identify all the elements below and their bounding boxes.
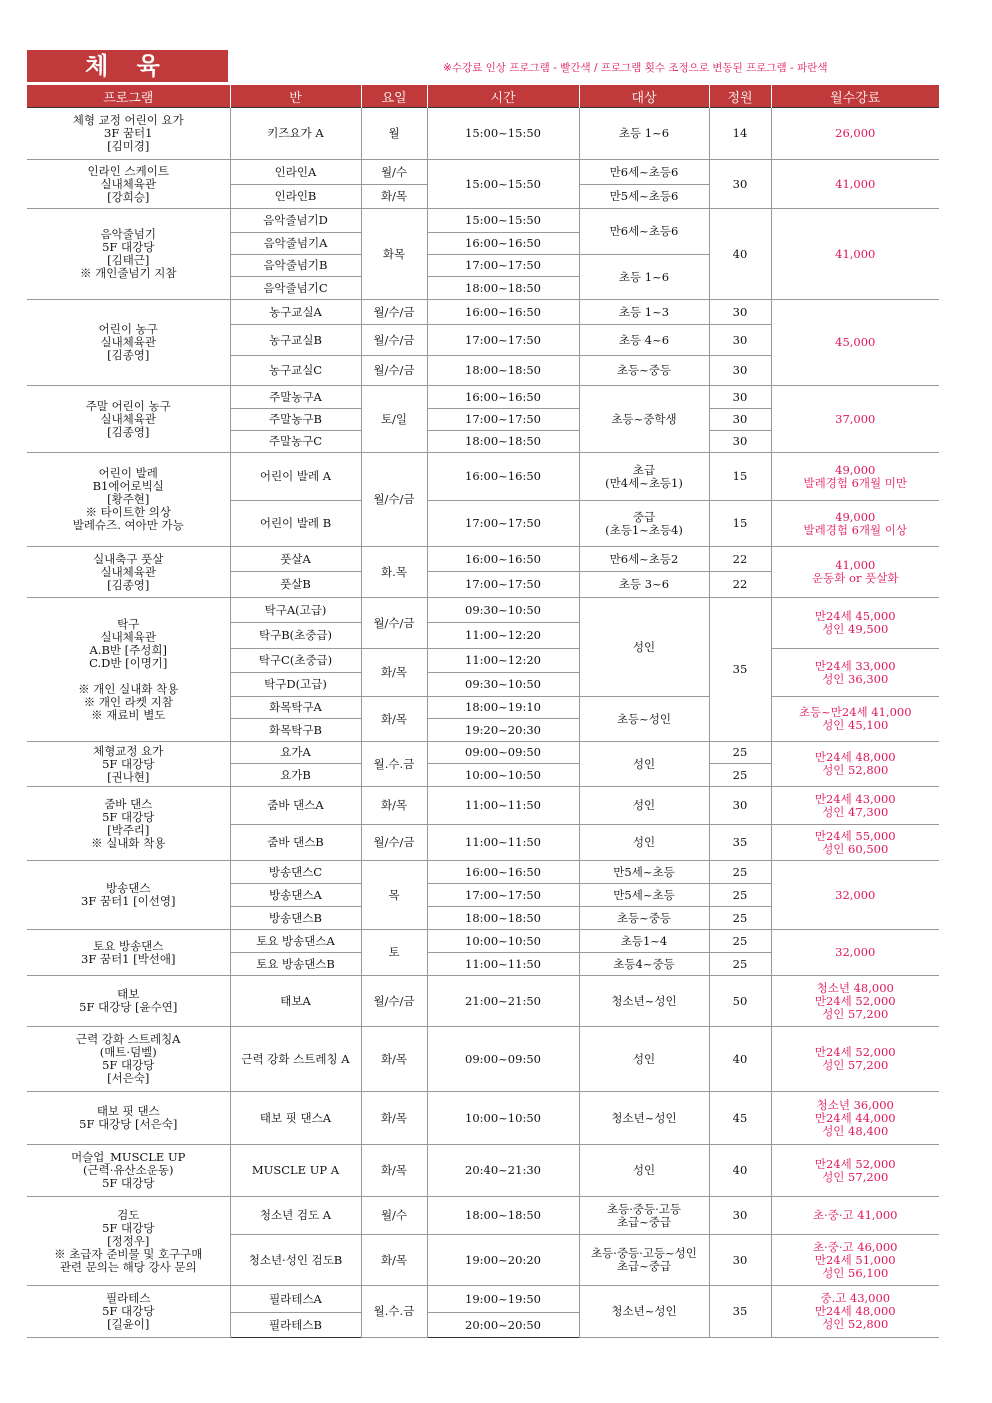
- fee-cell: 41,000 운동화 or 풋살화: [771, 547, 939, 598]
- fee-cell: 만24세 48,000 성인 52,800: [771, 742, 939, 787]
- fee-cell: 49,000 발레경험 6개월 이상: [771, 501, 939, 547]
- target-cell: 만6세~초등2: [579, 547, 709, 572]
- target-cell: 초등~성인: [579, 697, 709, 742]
- class-name-cell: 인라인A: [230, 160, 361, 185]
- target-cell: 초등·중등·고등~성인 초급~중급: [579, 1235, 709, 1286]
- time-cell: 21:00~21:50: [427, 976, 579, 1027]
- table-row: [27, 453, 939, 501]
- class-name-cell: 어린이 발레 A: [230, 453, 361, 501]
- capacity-cell: 22: [709, 547, 771, 572]
- target-cell: 초등 1~3: [579, 300, 709, 325]
- capacity-cell: 15: [709, 501, 771, 547]
- fee-cell: 만24세 33,000 성인 36,300: [771, 649, 939, 697]
- capacity-cell: 25: [709, 742, 771, 764]
- target-cell: 초등·중등·고등 초급~중급: [579, 1197, 709, 1235]
- class-name-cell: 요가B: [230, 764, 361, 787]
- capacity-cell: 25: [709, 861, 771, 884]
- class-name-cell: 토요 방송댄스A: [230, 930, 361, 953]
- target-cell: 초등4~중등: [579, 953, 709, 976]
- time-cell: 15:00~15:50: [427, 209, 579, 233]
- target-cell: 성인: [579, 598, 709, 697]
- class-name-cell: 탁구C(초중급): [230, 649, 361, 673]
- capacity-cell: 35: [709, 598, 771, 742]
- day-cell: 화/목: [361, 1027, 427, 1092]
- program-name-cell: 실내축구 풋살 실내체육관 [김종영]: [27, 547, 230, 598]
- day-cell: 월/수/금: [361, 976, 427, 1027]
- day-cell: 월/수/금: [361, 300, 427, 325]
- fee-cell: 32,000: [771, 930, 939, 976]
- fee-cell: 초등~만24세 41,000 성인 45,100: [771, 697, 939, 742]
- fee-cell: 만24세 55,000 성인 60,500: [771, 825, 939, 861]
- page-title: 체 육: [27, 50, 228, 82]
- table-row: [27, 1027, 939, 1092]
- capacity-cell: 25: [709, 953, 771, 976]
- target-cell: 초등1~4: [579, 930, 709, 953]
- day-cell: 화.목: [361, 547, 427, 598]
- time-cell: 11:00~11:50: [427, 825, 579, 861]
- day-cell: 월/수: [361, 160, 427, 185]
- time-cell: 17:00~17:50: [427, 884, 579, 907]
- day-cell: 화/목: [361, 649, 427, 697]
- target-cell: 청소년~성인: [579, 1092, 709, 1145]
- table-row: [27, 108, 939, 160]
- time-cell: 17:00~17:50: [427, 572, 579, 598]
- time-cell: 15:00~15:50: [427, 108, 579, 160]
- fee-cell: 만24세 52,000 성인 57,200: [771, 1027, 939, 1092]
- time-cell: 17:00~17:50: [427, 501, 579, 547]
- fee-cell: 26,000: [771, 108, 939, 160]
- class-name-cell: 음악줄넘기D: [230, 209, 361, 233]
- capacity-cell: 35: [709, 1286, 771, 1338]
- time-cell: 17:00~17:50: [427, 325, 579, 356]
- time-cell: 18:00~19:10: [427, 697, 579, 719]
- target-cell: 초등~중학생: [579, 386, 709, 453]
- class-name-cell: 청소년·성인 검도B: [230, 1235, 361, 1286]
- time-cell: 10:00~10:50: [427, 930, 579, 953]
- class-name-cell: 농구교실B: [230, 325, 361, 356]
- time-cell: 17:00~17:50: [427, 409, 579, 431]
- time-cell: 11:00~11:50: [427, 953, 579, 976]
- fee-notice: ※수강료 인상 프로그램 - 빨간색 / 프로그램 횟수 조정으로 변동된 프로그램 - 파란색: [443, 62, 828, 74]
- target-cell: 초등 1~6: [579, 108, 709, 160]
- table-row: [27, 209, 939, 233]
- class-name-cell: 주말농구C: [230, 431, 361, 453]
- class-name-cell: 음악줄넘기B: [230, 255, 361, 277]
- time-cell: 09:00~09:50: [427, 1027, 579, 1092]
- fee-cell: 청소년 48,000 만24세 52,000 성인 57,200: [771, 976, 939, 1027]
- program-name-cell: 토요 방송댄스 3F 꿈터1 [박선애]: [27, 930, 230, 976]
- day-cell: 화/목: [361, 697, 427, 742]
- class-name-cell: 줌바 댄스B: [230, 825, 361, 861]
- target-cell: 만6세~초등6: [579, 209, 709, 255]
- class-name-cell: 음악줄넘기A: [230, 233, 361, 255]
- target-cell: 초등 1~6: [579, 255, 709, 300]
- time-cell: 19:20~20:30: [427, 719, 579, 742]
- day-cell: 목: [361, 861, 427, 930]
- capacity-cell: 30: [709, 300, 771, 325]
- capacity-cell: 15: [709, 453, 771, 501]
- class-name-cell: MUSCLE UP A: [230, 1145, 361, 1197]
- table-row: [27, 547, 939, 572]
- program-name-cell: 체형 교정 어린이 요가 3F 꿈터1 [김미경]: [27, 108, 230, 160]
- class-name-cell: 화목탁구A: [230, 697, 361, 719]
- day-cell: 화/목: [361, 1235, 427, 1286]
- header-target: 대상: [579, 85, 709, 108]
- day-cell: 화목: [361, 209, 427, 300]
- time-cell: 20:40~21:30: [427, 1145, 579, 1197]
- program-table: [27, 85, 939, 1338]
- class-name-cell: 인라인B: [230, 185, 361, 209]
- time-cell: 16:00~16:50: [427, 300, 579, 325]
- day-cell: 월/수/금: [361, 325, 427, 356]
- fee-cell: 45,000: [771, 300, 939, 386]
- capacity-cell: 30: [709, 787, 771, 825]
- fee-cell: 41,000: [771, 209, 939, 300]
- program-name-cell: 주말 어린이 농구 실내체육관 [김종영]: [27, 386, 230, 453]
- class-name-cell: 방송댄스B: [230, 907, 361, 930]
- class-name-cell: 화목탁구B: [230, 719, 361, 742]
- capacity-cell: 45: [709, 1092, 771, 1145]
- fee-cell: 중.고 43,000 만24세 48,000 성인 52,800: [771, 1286, 939, 1338]
- capacity-cell: 30: [709, 325, 771, 356]
- target-cell: 만5세~초등: [579, 861, 709, 884]
- target-cell: 성인: [579, 1145, 709, 1197]
- fee-cell: 41,000: [771, 160, 939, 209]
- time-cell: 16:00~16:50: [427, 861, 579, 884]
- table-row: [27, 976, 939, 1027]
- class-name-cell: 방송댄스C: [230, 861, 361, 884]
- fee-cell: 청소년 36,000 만24세 44,000 성인 48,400: [771, 1092, 939, 1145]
- program-name-cell: 줌바 댄스 5F 대강당 [박주리] ※ 실내화 착용: [27, 787, 230, 861]
- target-cell: 초등 4~6: [579, 325, 709, 356]
- fee-cell: 37,000: [771, 386, 939, 453]
- table-row: [27, 160, 939, 185]
- time-cell: 09:30~10:50: [427, 673, 579, 697]
- class-name-cell: 태보 핏 댄스A: [230, 1092, 361, 1145]
- fee-cell: 32,000: [771, 861, 939, 930]
- day-cell: 월: [361, 108, 427, 160]
- fee-cell: 초·중·고 41,000: [771, 1197, 939, 1235]
- day-cell: 화/목: [361, 787, 427, 825]
- target-cell: 초등~중등: [579, 356, 709, 386]
- day-cell: 월.수.금: [361, 742, 427, 787]
- class-name-cell: 키즈요가 A: [230, 108, 361, 160]
- time-cell: 19:00~20:20: [427, 1235, 579, 1286]
- time-cell: 16:00~16:50: [427, 386, 579, 409]
- capacity-cell: 35: [709, 825, 771, 861]
- capacity-cell: 50: [709, 976, 771, 1027]
- table-header-row: [27, 85, 939, 108]
- program-name-cell: 태보 5F 대강당 [윤수연]: [27, 976, 230, 1027]
- time-cell: 18:00~18:50: [427, 431, 579, 453]
- fee-cell: 만24세 52,000 성인 57,200: [771, 1145, 939, 1197]
- day-cell: 토/일: [361, 386, 427, 453]
- time-cell: 16:00~16:50: [427, 547, 579, 572]
- program-name-cell: 필라테스 5F 대강당 [길윤이]: [27, 1286, 230, 1338]
- program-name-cell: 검도 5F 대강당 [정정우] ※ 초급자 준비물 및 호구구매 관련 문의는 해당 강사 문의: [27, 1197, 230, 1286]
- time-cell: 18:00~18:50: [427, 907, 579, 930]
- program-name-cell: 탁구 실내체육관 A.B반 [주성희] C.D반 [이명기] ※ 개인 실내화 착용 ※ 개인 라켓 지참 ※ 재료비 별도: [27, 598, 230, 742]
- class-name-cell: 탁구A(고급): [230, 598, 361, 623]
- class-name-cell: 주말농구A: [230, 386, 361, 409]
- fee-cell: 초·중·고 46,000 만24세 51,000 성인 56,100: [771, 1235, 939, 1286]
- class-name-cell: 방송댄스A: [230, 884, 361, 907]
- day-cell: 월/수: [361, 1197, 427, 1235]
- fee-cell: 만24세 45,000 성인 49,500: [771, 598, 939, 649]
- class-name-cell: 탁구D(고급): [230, 673, 361, 697]
- capacity-cell: 14: [709, 108, 771, 160]
- time-cell: 17:00~17:50: [427, 255, 579, 277]
- table-row: [27, 742, 939, 764]
- table-row: [27, 1197, 939, 1235]
- time-cell: 18:00~18:50: [427, 277, 579, 300]
- time-cell: 10:00~10:50: [427, 764, 579, 787]
- fee-cell: 49,000 발레경험 6개월 미만: [771, 453, 939, 501]
- program-name-cell: 방송댄스 3F 꿈터1 [이선영]: [27, 861, 230, 930]
- table-row: [27, 861, 939, 884]
- time-cell: 11:00~11:50: [427, 787, 579, 825]
- capacity-cell: 30: [709, 386, 771, 409]
- capacity-cell: 30: [709, 1235, 771, 1286]
- table-row: [27, 300, 939, 325]
- target-cell: 성인: [579, 787, 709, 825]
- time-cell: 16:00~16:50: [427, 453, 579, 501]
- capacity-cell: 40: [709, 1145, 771, 1197]
- program-name-cell: 어린이 농구 실내체육관 [김종영]: [27, 300, 230, 386]
- class-name-cell: 풋살A: [230, 547, 361, 572]
- capacity-cell: 40: [709, 1027, 771, 1092]
- day-cell: 월/수/금: [361, 453, 427, 547]
- day-cell: 월/수/금: [361, 356, 427, 386]
- target-cell: 성인: [579, 1027, 709, 1092]
- time-cell: 18:00~18:50: [427, 1197, 579, 1235]
- class-name-cell: 농구교실A: [230, 300, 361, 325]
- table-row: [27, 1145, 939, 1197]
- class-name-cell: 주말농구B: [230, 409, 361, 431]
- program-name-cell: 체형교정 요가 5F 대강당 [권나현]: [27, 742, 230, 787]
- header-day: 요일: [361, 85, 427, 108]
- time-cell: 09:30~10:50: [427, 598, 579, 623]
- class-name-cell: 필라테스B: [230, 1313, 361, 1338]
- class-name-cell: 어린이 발레 B: [230, 501, 361, 547]
- header-class: 반: [230, 85, 361, 108]
- day-cell: 월/수/금: [361, 598, 427, 649]
- time-cell: 18:00~18:50: [427, 356, 579, 386]
- table-row: [27, 598, 939, 623]
- header-fee: 월수강료: [771, 85, 939, 108]
- target-cell: 청소년~성인: [579, 976, 709, 1027]
- capacity-cell: 25: [709, 930, 771, 953]
- capacity-cell: 25: [709, 884, 771, 907]
- header-capacity: 정원: [709, 85, 771, 108]
- day-cell: 화/목: [361, 1145, 427, 1197]
- class-name-cell: 탁구B(초중급): [230, 623, 361, 649]
- class-name-cell: 줌바 댄스A: [230, 787, 361, 825]
- program-name-cell: 어린이 발레 B1에어로빅실 [황주현] ※ 타이트한 의상 발레슈즈. 여아만 가능: [27, 453, 230, 547]
- table-row: [27, 386, 939, 409]
- target-cell: 만5세~초등6: [579, 185, 709, 209]
- class-name-cell: 청소년 검도 A: [230, 1197, 361, 1235]
- time-cell: 09:00~09:50: [427, 742, 579, 764]
- capacity-cell: 30: [709, 1197, 771, 1235]
- class-name-cell: 태보A: [230, 976, 361, 1027]
- class-name-cell: 근력 강화 스트레칭 A: [230, 1027, 361, 1092]
- table-row: [27, 787, 939, 825]
- class-name-cell: 요가A: [230, 742, 361, 764]
- capacity-cell: 30: [709, 409, 771, 431]
- capacity-cell: 25: [709, 764, 771, 787]
- table-row: [27, 1092, 939, 1145]
- time-cell: 15:00~15:50: [427, 160, 579, 209]
- target-cell: 중급 (초등1~초등4): [579, 501, 709, 547]
- target-cell: 초급 (만4세~초등1): [579, 453, 709, 501]
- time-cell: 11:00~12:20: [427, 623, 579, 649]
- day-cell: 토: [361, 930, 427, 976]
- target-cell: 청소년~성인: [579, 1286, 709, 1338]
- class-name-cell: 풋살B: [230, 572, 361, 598]
- day-cell: 화/목: [361, 1092, 427, 1145]
- capacity-cell: 25: [709, 907, 771, 930]
- target-cell: 초등 3~6: [579, 572, 709, 598]
- time-cell: 16:00~16:50: [427, 233, 579, 255]
- class-name-cell: 필라테스A: [230, 1286, 361, 1313]
- capacity-cell: 30: [709, 160, 771, 209]
- program-name-cell: 음악줄넘기 5F 대강당 [김태근] ※ 개인줄넘기 지참: [27, 209, 230, 300]
- target-cell: 초등~중등: [579, 907, 709, 930]
- table-body: [27, 108, 939, 1338]
- program-name-cell: 태보 핏 댄스 5F 대강당 [서은숙]: [27, 1092, 230, 1145]
- class-name-cell: 농구교실C: [230, 356, 361, 386]
- fee-cell: 만24세 43,000 성인 47,300: [771, 787, 939, 825]
- program-name-cell: 근력 강화 스트레칭A (매트·덤벨) 5F 대강당 [서은숙]: [27, 1027, 230, 1092]
- target-cell: 성인: [579, 742, 709, 787]
- header-program: 프로그램: [27, 85, 230, 108]
- target-cell: 성인: [579, 825, 709, 861]
- table-row: [27, 1286, 939, 1313]
- time-cell: 19:00~19:50: [427, 1286, 579, 1313]
- day-cell: 월.수.금: [361, 1286, 427, 1338]
- class-name-cell: 토요 방송댄스B: [230, 953, 361, 976]
- target-cell: 만5세~초등: [579, 884, 709, 907]
- table-row: [27, 930, 939, 953]
- capacity-cell: 22: [709, 572, 771, 598]
- program-name-cell: 머슬업_MUSCLE UP (근력·유산소운동) 5F 대강당: [27, 1145, 230, 1197]
- class-name-cell: 음악줄넘기C: [230, 277, 361, 300]
- time-cell: 11:00~12:20: [427, 649, 579, 673]
- day-cell: 월/수/금: [361, 825, 427, 861]
- time-cell: 10:00~10:50: [427, 1092, 579, 1145]
- target-cell: 만6세~초등6: [579, 160, 709, 185]
- program-name-cell: 인라인 스케이트 실내체육관 [강희승]: [27, 160, 230, 209]
- day-cell: 화/목: [361, 185, 427, 209]
- capacity-cell: 30: [709, 356, 771, 386]
- capacity-cell: 30: [709, 431, 771, 453]
- header-time: 시간: [427, 85, 579, 108]
- capacity-cell: 40: [709, 209, 771, 300]
- time-cell: 20:00~20:50: [427, 1313, 579, 1338]
